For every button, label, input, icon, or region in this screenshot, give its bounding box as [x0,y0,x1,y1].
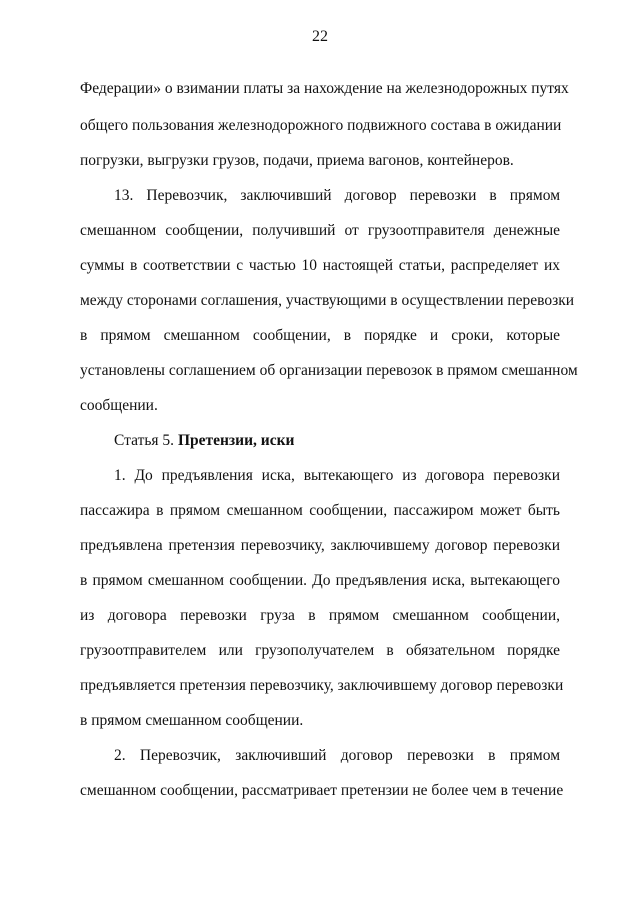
text-line: в прямом смешанном сообщении. До предъявления иска, вытекающего [80,572,560,589]
text-line: общего пользования железнодорожного подвижного состава в ожидании [80,117,562,134]
text-line: из договора перевозки груза в прямом смешанном сообщении, [80,607,560,624]
page-number: 22 [312,28,328,45]
text-line: в прямом смешанном сообщении, в порядке и сроки, которые [80,327,560,344]
text-line: сообщении. [80,397,158,414]
text-line: между сторонами соглашения, участвующими в осуществлении перевозки [80,292,575,309]
paragraph-13-first-line: 13. Перевозчик, заключивший договор перевозки в прямом [114,187,560,204]
text-line: смешанном сообщении, получивший от грузоотправителя денежные [80,222,560,239]
text-line: предъявлена претензия перевозчику, заключившему договор перевозки [80,537,560,554]
text-line: грузоотправителем или грузополучателем в обязательном порядке [80,642,560,659]
text-line: в прямом смешанном сообщении. [80,712,304,729]
article-heading [114,432,294,450]
text-line: Федерации» о взимании платы за нахождение на железнодорожных путях [80,80,569,97]
text-line: пассажира в прямом смешанном сообщении, пассажиром может быть [80,502,560,519]
paragraph-1-first-line: 1. До предъявления иска, вытекающего из договора перевозки [114,467,560,484]
article-title: Претензии, иски [177,432,295,449]
text-line: предъявляется претензия перевозчику, заключившему договор перевозки [80,677,564,694]
text-line: погрузки, выгрузки грузов, подачи, приема вагонов, контейнеров. [80,152,514,169]
paragraph-2-first-line: 2. Перевозчик, заключивший договор перевозки в прямом [114,747,560,764]
text-line: установлены соглашением об организации перевозок в прямом смешанном [80,362,578,379]
article-prefix: Статья 5. [114,432,178,449]
text-line: суммы в соответствии с частью 10 настоящей статьи, распределяет их [80,257,560,274]
text-line: смешанном сообщении, рассматривает претензии не более чем в течение [80,782,564,799]
